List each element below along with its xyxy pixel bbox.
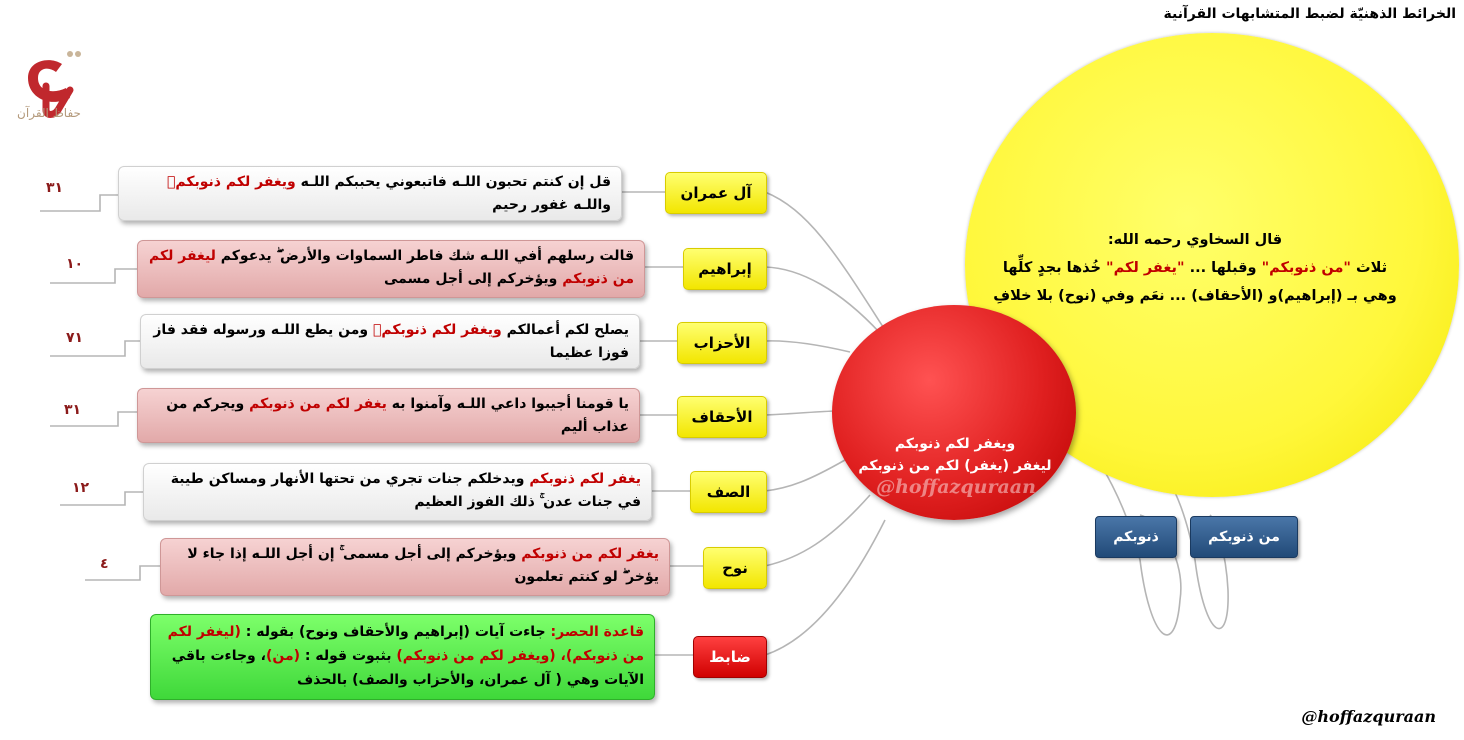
- verse-text: ويؤخركم إلى أجل مسمى: [384, 271, 563, 287]
- verse-text: يا قومنا أجيبوا داعي اللـه وآمنوا به: [386, 396, 629, 412]
- verse-text: ۗ ومن يطع اللـه ورسوله فقد فاز فوزا عظيما: [153, 322, 629, 361]
- connector-line: [765, 192, 885, 330]
- verse-text: يصلح لكم أعمالكم: [501, 322, 629, 338]
- verse-box: [160, 538, 670, 596]
- verse-highlight: ويغفر لكم ذنوبكم: [166, 174, 296, 190]
- rule-text: جاءت آيات (إبراهيم والأحقاف ونوح) بقوله :: [240, 624, 551, 640]
- label-ibrahim: إبراهيم: [683, 248, 767, 290]
- rule-heading: قاعدة الحصر:: [550, 624, 644, 640]
- verse-text: ويدخلكم جنات تجري من تحتها الأنهار ومساكن طيبة في جنات عدن ۚ ذلك الفوز العظيم: [170, 471, 641, 510]
- label-nuh: نوح: [703, 547, 767, 589]
- connector-line: [50, 341, 140, 356]
- quote-text: خُذها بجدٍ كلِّها: [1002, 260, 1107, 276]
- page-title: الخرائط الذهنيّة لضبط المتشابهات القرآنية: [1163, 6, 1456, 22]
- quote-line: [985, 254, 1405, 282]
- rule-box: [150, 614, 655, 700]
- label-al-imran: آل عمران: [665, 172, 767, 214]
- quote-line: قال السخاوي رحمه الله:: [1107, 232, 1283, 248]
- verse-text: قالت رسلهم أفي اللـه شك فاطر السماوات والأرض ۖ يدعوكم: [215, 248, 634, 264]
- quote-highlight: "من ذنوبكم": [1261, 260, 1351, 276]
- connector-line: [50, 269, 137, 283]
- verse-text: واللـه غفور رحيم: [492, 197, 611, 213]
- label-al-ahzab: الأحزاب: [677, 322, 767, 364]
- verse-text: قل إن كنتم تحبون اللـه فاتبعوني يحببكم اللـه: [295, 174, 611, 190]
- label-rule: ضابط: [693, 636, 767, 678]
- watermark: @hoffazquraan: [876, 476, 1036, 498]
- connector-line: [765, 520, 885, 655]
- verse-highlight: يغفر لكم ذنوبكم: [529, 471, 641, 487]
- verse-box: [137, 388, 640, 443]
- rule-highlight: (ليغفر لكم من ذنوبكم)، (ويغفر لكم من ذنوبكم): [167, 624, 644, 664]
- quote-text: وقبلها ...: [1184, 260, 1262, 276]
- verse-text: ويؤخركم إلى أجل مسمى ۚ إن أجل اللـه إذا جاء لا يؤخر ۖ لو كنتم تعلمون: [187, 546, 659, 585]
- verse-box: [118, 166, 622, 221]
- connector-line: [765, 495, 870, 566]
- verse-number: ١٠: [66, 256, 84, 272]
- connector-line: [765, 460, 845, 491]
- pill-from-sins: من ذنوبكم: [1190, 516, 1298, 558]
- connector-line: [765, 411, 835, 415]
- verse-highlight: يغفر لكم من ذنوبكم: [521, 546, 659, 562]
- verse-highlight: ليغفر لكم من ذنوبكم: [149, 248, 634, 287]
- connector-line: [40, 195, 118, 211]
- quote-highlight: "يغفر لكم": [1106, 260, 1185, 276]
- verse-box: [140, 314, 640, 369]
- center-line: ويغفر لكم ذنوبكم: [894, 436, 1016, 452]
- quote-line: وهي بـ (إبراهيم)و (الأحقاف) ... نعَم وفي (نوح) بلا خلافِ: [993, 288, 1397, 304]
- verse-highlight: ويغفر لكم ذنوبكم: [372, 322, 502, 338]
- rule-highlight: (من): [265, 648, 301, 664]
- rule-text: ، وجاءت باقي الآيات وهي ( آل عمران، والأحزاب والصف) بالحذف: [171, 648, 644, 688]
- quote-text: ثلاث: [1350, 260, 1388, 276]
- verse-number: ١٢: [72, 480, 90, 496]
- center-line: ليغفر (يغفر) لكم من ذنوبكم: [858, 458, 1052, 474]
- logo-caption: حفاظ القرآن: [17, 106, 81, 120]
- connector-line: [85, 566, 160, 580]
- verse-text: ويجركم من عذاب أليم: [166, 396, 629, 435]
- label-al-ahqaf: الأحقاف: [677, 396, 767, 438]
- verse-number: ٧١: [66, 330, 84, 346]
- scholar-quote: [985, 226, 1405, 310]
- author-handle: @hoffazquraan: [1301, 707, 1436, 726]
- label-as-saff: الصف: [690, 471, 767, 513]
- pill-sins: ذنوبكم: [1095, 516, 1177, 558]
- verse-box: [137, 240, 645, 298]
- center-node-text: [842, 433, 1068, 477]
- rule-text: بثبوت قوله :: [300, 648, 397, 664]
- verse-highlight: يغفر لكم من ذنوبكم: [249, 396, 387, 412]
- verse-number: ٣١: [64, 402, 82, 418]
- verse-number: ٤: [100, 556, 109, 572]
- verse-number: ٣١: [46, 180, 64, 196]
- verse-box: [143, 463, 652, 521]
- connector-line: [765, 341, 850, 352]
- connector-line: [765, 267, 880, 333]
